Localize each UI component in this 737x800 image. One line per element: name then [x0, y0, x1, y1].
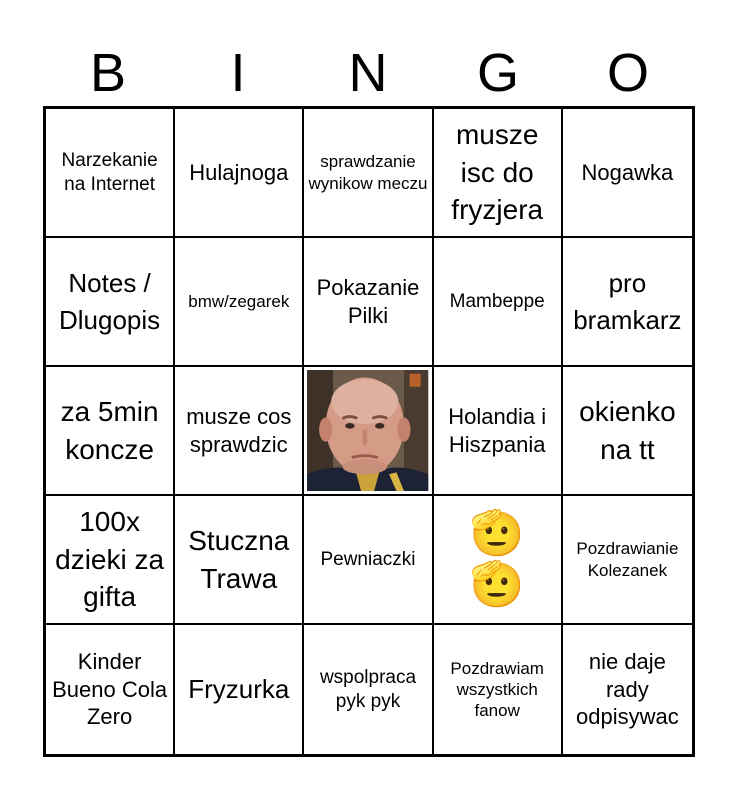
bingo-cell[interactable]: bmw/zegarek: [175, 238, 304, 367]
bingo-cell[interactable]: Stuczna Trawa: [175, 496, 304, 625]
bingo-cell[interactable]: Pozdrawiam wszystkich fanow: [434, 625, 563, 754]
bingo-header: [43, 40, 693, 106]
bingo-cell[interactable]: nie daje rady odpisywac: [576, 649, 679, 730]
header-letter-o: O: [606, 43, 649, 103]
header-letter-g: G: [476, 43, 519, 103]
bingo-cell[interactable]: Pokazanie Pilki: [304, 238, 433, 367]
free-space-photo: [307, 370, 428, 491]
header-letter-n: N: [348, 43, 388, 103]
bingo-cell[interactable]: Mambeppe: [434, 238, 563, 367]
bingo-cell[interactable]: Fryzurka: [175, 625, 304, 754]
free-space-photo-cell[interactable]: [304, 367, 433, 496]
bingo-cell[interactable]: za 5min koncze: [46, 367, 175, 496]
bingo-cell[interactable]: Holandia i Hiszpania: [434, 367, 563, 496]
bingo-cell[interactable]: musze isc do fryzjera: [434, 109, 563, 238]
header-letter-i: I: [230, 43, 246, 103]
bingo-board: [43, 106, 695, 757]
saluting-face-emoji-cell[interactable]: 🫡 🫡: [434, 496, 563, 625]
bingo-cell[interactable]: pro bramkarz: [563, 238, 692, 367]
bingo-cell[interactable]: Kinder Bueno Cola Zero: [46, 625, 175, 754]
bingo-cell[interactable]: okienko na tt: [563, 367, 692, 496]
bingo-cell[interactable]: Notes / Dlugopis: [46, 238, 175, 367]
header-letter-b: B: [89, 43, 127, 103]
bingo-cell[interactable]: wspolpraca pyk pyk: [304, 625, 433, 754]
bingo-cell[interactable]: Nogawka: [563, 109, 692, 238]
bingo-cell[interactable]: 100x dzieki za gifta: [46, 496, 175, 625]
bingo-cell[interactable]: Pewniaczki: [304, 496, 433, 625]
bingo-cell[interactable]: sprawdzanie wynikow meczu: [304, 109, 433, 238]
bingo-cell[interactable]: Hulajnoga: [175, 109, 304, 238]
bingo-cell[interactable]: Narzekanie na Internet: [46, 109, 175, 238]
bingo-cell[interactable]: musze cos sprawdzic: [175, 367, 304, 496]
bingo-cell[interactable]: Pozdrawianie Kolezanek: [563, 496, 692, 625]
